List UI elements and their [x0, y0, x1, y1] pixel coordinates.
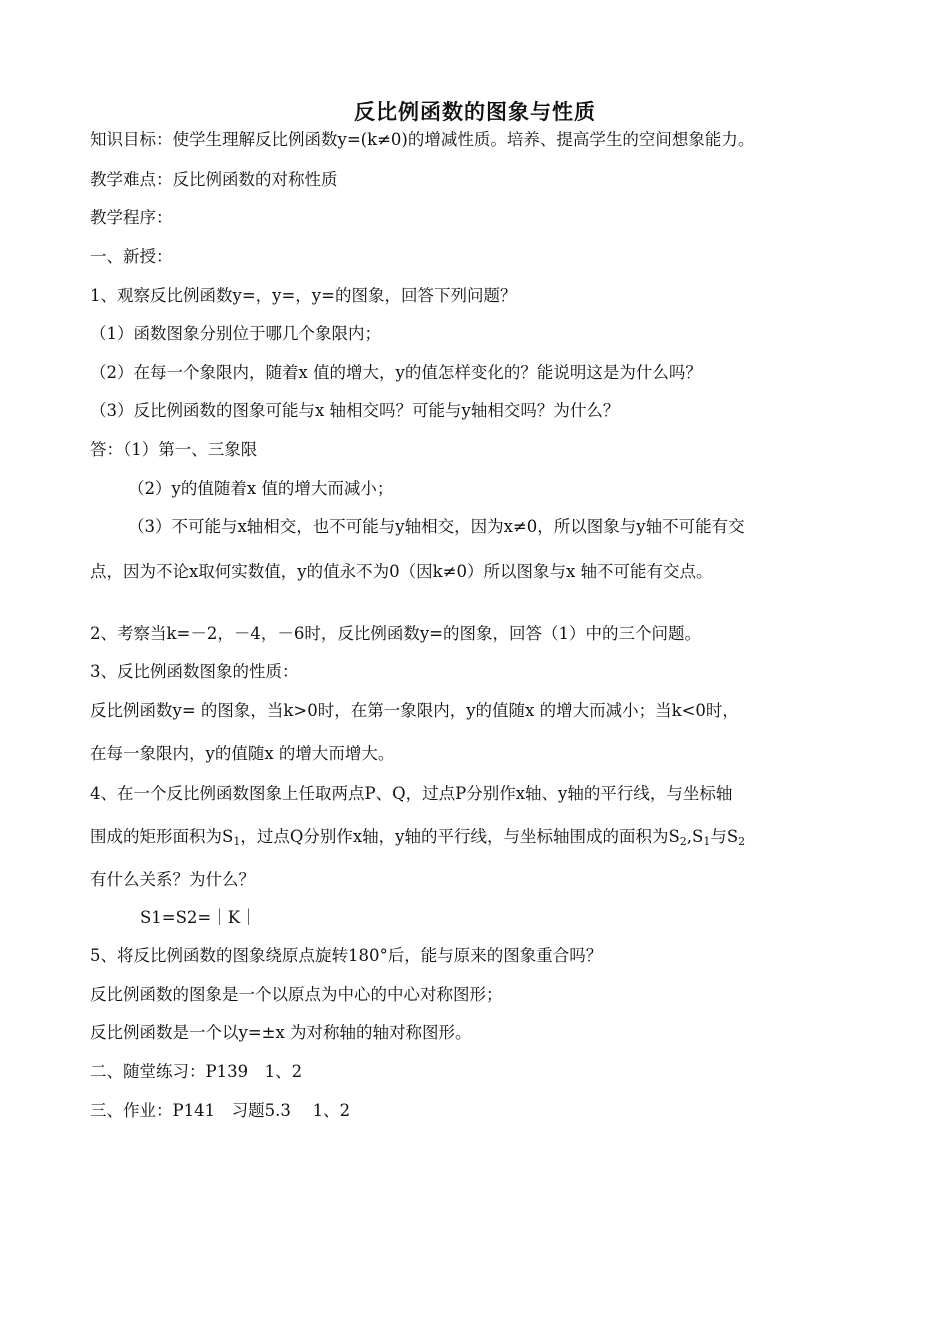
section-2-heading: 二、随堂练习：P139 1、2: [90, 1062, 303, 1081]
procedure-line: 教学程序：: [90, 208, 173, 227]
property-line-1: 反比例函数y= 的图象，当k>0时，在第一象限内，y的值随x 的增大而减小；当k<0时，: [90, 701, 739, 720]
subscript: 1: [703, 835, 711, 848]
question-4-line-2: [90, 825, 745, 854]
question-5-answer-b: 反比例函数是一个以y=±x 为对称轴的轴对称图形。: [90, 1023, 472, 1042]
question-2: 2、考察当k=－2，－4，－6时，反比例函数y=的图象，回答（1）中的三个问题。: [90, 624, 701, 643]
document-title: 反比例函数的图象与性质: [354, 100, 596, 124]
answer-3-line-1: （3）不可能与x轴相交，也不可能与y轴相交，因为x≠0，所以图象与y轴不可能有交: [128, 517, 745, 536]
question-1-part-b: （2）在每一个象限内，随着x 值的增大，y的值怎样变化的？能说明这是为什么吗？: [90, 363, 702, 382]
section-3-heading: 三、作业：P141 习题5.3 1、2: [90, 1101, 351, 1120]
question-4-text: 围成的矩形面积为S: [90, 827, 234, 846]
section-1-heading: 一、新授：: [90, 247, 173, 266]
subscript: 2: [738, 835, 746, 848]
question-4-text: ,S: [686, 827, 704, 846]
objective-line: 知识目标：使学生理解反比例函数y=(k≠0)的增减性质。培养、提高学生的空间想象能力。: [90, 130, 755, 149]
question-4-line-1: 4、在一个反比例函数图象上任取两点P、Q，过点P分别作x轴、y轴的平行线，与坐标轴: [90, 784, 733, 803]
question-1-part-c: （3）反比例函数的图象可能与x 轴相交吗？可能与y轴相交吗？为什么？: [90, 401, 620, 420]
question-1-part-a: （1）函数图象分别位于哪几个象限内；: [90, 324, 381, 343]
question-1: 1、观察反比例函数y=，y=，y=的图象，回答下列问题？: [90, 286, 517, 305]
property-line-2: 在每一象限内，y的值随x 的增大而增大。: [90, 744, 395, 763]
question-4-text: 与S: [710, 827, 739, 846]
question-4-line-3: 有什么关系？为什么？: [90, 870, 255, 889]
question-4-answer: S1=S2=｜K｜: [140, 908, 257, 927]
question-5: 5、将反比例函数的图象绕原点旋转180°后，能与原来的图象重合吗？: [90, 946, 603, 965]
answer-3-line-2: 点，因为不论x取何实数值，y的值永不为0（因k≠0）所以图象与x 轴不可能有交点。: [90, 562, 713, 581]
question-4-text: ，过点Q分别作x轴，y轴的平行线，与坐标轴围成的面积为S: [240, 827, 680, 846]
question-5-answer-a: 反比例函数的图象是一个以原点为中心的中心对称图形；: [90, 985, 503, 1004]
answer-2: （2）y的值随着x 值的增大而减小；: [128, 479, 394, 498]
subscript: 1: [233, 835, 241, 848]
answer-1: 答：（1）第一、三象限: [90, 440, 258, 459]
subscript: 2: [679, 835, 687, 848]
difficulty-line: 教学难点：反比例函数的对称性质: [90, 170, 338, 189]
question-3: 3、反比例函数图象的性质：: [90, 662, 299, 681]
